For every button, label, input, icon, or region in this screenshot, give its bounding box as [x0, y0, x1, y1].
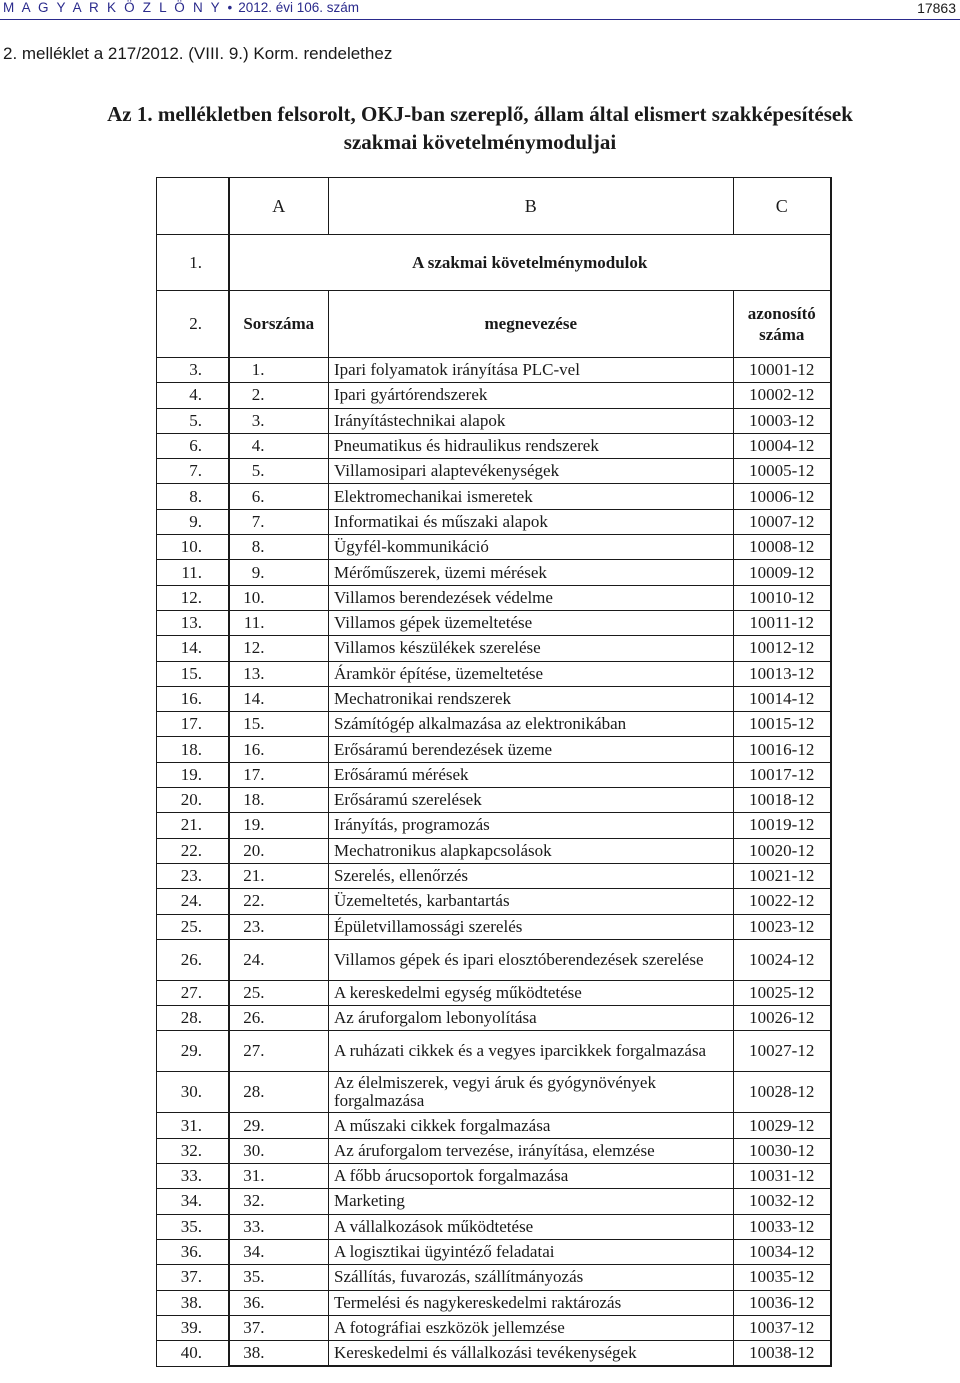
module-serial: 26.: [229, 1006, 329, 1031]
module-id: 10027-12: [733, 1031, 831, 1072]
module-serial: 11.: [229, 610, 329, 635]
module-serial: 17.: [229, 762, 329, 787]
module-serial: 29.: [229, 1113, 329, 1138]
row-number: 28.: [157, 1006, 229, 1031]
module-id: 10030-12: [733, 1138, 831, 1163]
table-row: [157, 889, 832, 914]
table-row: [157, 1290, 832, 1315]
table-row: [157, 433, 832, 458]
module-serial: 4.: [229, 433, 329, 458]
table-row: [157, 509, 832, 534]
table-row: [157, 686, 832, 711]
table-row: [157, 535, 832, 560]
module-name: Irányítástechnikai alapok: [329, 408, 734, 433]
table-row: [157, 863, 832, 888]
module-id: 10032-12: [733, 1189, 831, 1214]
group-header-row: [157, 235, 832, 291]
module-id: 10023-12: [733, 914, 831, 939]
row-number: 18.: [157, 737, 229, 762]
module-id: 10007-12: [733, 509, 831, 534]
table-row: [157, 1315, 832, 1340]
row-number: 8.: [157, 484, 229, 509]
module-name: Szerelés, ellenőrzés: [329, 863, 734, 888]
module-serial: 14.: [229, 686, 329, 711]
table-row: [157, 1164, 832, 1189]
module-name: Számítógép alkalmazása az elektronikában: [329, 712, 734, 737]
module-id: 10020-12: [733, 838, 831, 863]
row-number: 30.: [157, 1072, 229, 1113]
module-serial: 21.: [229, 863, 329, 888]
module-id: 10037-12: [733, 1315, 831, 1340]
module-name: A kereskedelmi egység működtetése: [329, 980, 734, 1005]
module-serial: 33.: [229, 1214, 329, 1239]
row-number: 16.: [157, 686, 229, 711]
module-id: 10005-12: [733, 459, 831, 484]
header-azonosito-line2: száma: [759, 325, 805, 344]
table-row: [157, 914, 832, 939]
row-number: 21.: [157, 813, 229, 838]
column-letter-b: B: [329, 178, 734, 235]
module-serial: 38.: [229, 1341, 329, 1367]
column-header-row: [157, 291, 832, 358]
table-row: [157, 358, 832, 383]
module-serial: 1.: [229, 358, 329, 383]
row-number: 2.: [157, 291, 229, 358]
module-serial: 23.: [229, 914, 329, 939]
table-row: [157, 1113, 832, 1138]
module-name: Marketing: [329, 1189, 734, 1214]
module-name: Termelési és nagykereskedelmi raktározás: [329, 1290, 734, 1315]
table-row: [157, 560, 832, 585]
module-id: 10029-12: [733, 1113, 831, 1138]
module-name: Pneumatikus és hidraulikus rendszerek: [329, 433, 734, 458]
module-id: 10010-12: [733, 585, 831, 610]
module-name: Villamos gépek üzemeltetése: [329, 610, 734, 635]
table-row: [157, 813, 832, 838]
module-serial: 25.: [229, 980, 329, 1005]
module-serial: 28.: [229, 1072, 329, 1113]
module-name: A fotográfiai eszközök jellemzése: [329, 1315, 734, 1340]
table-row: [157, 610, 832, 635]
module-id: 10013-12: [733, 661, 831, 686]
row-number: 33.: [157, 1164, 229, 1189]
row-number: 1.: [157, 235, 229, 291]
table-row: [157, 459, 832, 484]
header-megnevezese: megnevezése: [329, 291, 734, 358]
row-number: 24.: [157, 889, 229, 914]
module-name: Ipari folyamatok irányítása PLC-vel: [329, 358, 734, 383]
module-serial: 16.: [229, 737, 329, 762]
module-id: 10021-12: [733, 863, 831, 888]
module-name: A műszaki cikkek forgalmazása: [329, 1113, 734, 1138]
module-id: 10028-12: [733, 1072, 831, 1113]
module-name: Áramkör építése, üzemeltetése: [329, 661, 734, 686]
module-serial: 7.: [229, 509, 329, 534]
module-serial: 22.: [229, 889, 329, 914]
module-serial: 35.: [229, 1265, 329, 1290]
row-number: 10.: [157, 535, 229, 560]
separator-bullet: •: [227, 0, 233, 15]
module-serial: 10.: [229, 585, 329, 610]
corner-cell: [157, 178, 229, 235]
module-name: Irányítás, programozás: [329, 813, 734, 838]
row-number: 32.: [157, 1138, 229, 1163]
table-row: [157, 1138, 832, 1163]
module-serial: 6.: [229, 484, 329, 509]
module-name: A logisztikai ügyintéző feladatai: [329, 1239, 734, 1264]
module-id: 10003-12: [733, 408, 831, 433]
module-serial: 9.: [229, 560, 329, 585]
module-id: 10036-12: [733, 1290, 831, 1315]
table-row: [157, 636, 832, 661]
module-id: 10015-12: [733, 712, 831, 737]
module-id: 10034-12: [733, 1239, 831, 1264]
module-name: Erősáramú szerelések: [329, 788, 734, 813]
title-line-2: szakmai követelménymoduljai: [343, 130, 617, 154]
header-sorszama: Sorszáma: [229, 291, 329, 358]
module-name: Erősáramú berendezések üzeme: [329, 737, 734, 762]
module-id: 10011-12: [733, 610, 831, 635]
module-id: 10038-12: [733, 1341, 831, 1367]
table-row: [157, 585, 832, 610]
table-row: [157, 838, 832, 863]
table-row: [157, 1239, 832, 1264]
module-name: A vállalkozások működtetése: [329, 1214, 734, 1239]
row-number: 26.: [157, 939, 229, 980]
module-id: 10017-12: [733, 762, 831, 787]
row-number: 7.: [157, 459, 229, 484]
module-name: Mérőműszerek, üzemi mérések: [329, 560, 734, 585]
module-name: Villamos készülékek szerelése: [329, 636, 734, 661]
module-id: 10018-12: [733, 788, 831, 813]
module-id: 10004-12: [733, 433, 831, 458]
module-serial: 15.: [229, 712, 329, 737]
module-name: Villamos gépek és ipari elosztóberendezések szerelése: [329, 939, 734, 980]
row-number: 11.: [157, 560, 229, 585]
row-number: 31.: [157, 1113, 229, 1138]
module-id: 10019-12: [733, 813, 831, 838]
page-number: 17863: [917, 0, 956, 16]
journal-name: M A G Y A R K Ö Z L Ö N Y: [3, 0, 222, 15]
module-serial: 31.: [229, 1164, 329, 1189]
table-row: [157, 383, 832, 408]
table-row: [157, 1031, 832, 1072]
annex-reference: 2. melléklet a 217/2012. (VIII. 9.) Korm. rendelethez: [3, 44, 393, 63]
module-serial: 36.: [229, 1290, 329, 1315]
module-name: Mechatronikus alapkapcsolások: [329, 838, 734, 863]
column-letter-c: C: [733, 178, 831, 235]
row-number: 40.: [157, 1341, 229, 1367]
module-serial: 30.: [229, 1138, 329, 1163]
row-number: 6.: [157, 433, 229, 458]
modules-table: [156, 177, 832, 1367]
module-name: A ruházati cikkek és a vegyes iparcikkek forgalmazása: [329, 1031, 734, 1072]
column-letter-a: A: [229, 178, 329, 235]
module-name: Villamosipari alaptevékenységek: [329, 459, 734, 484]
row-number: 39.: [157, 1315, 229, 1340]
module-serial: 37.: [229, 1315, 329, 1340]
table-row: [157, 484, 832, 509]
module-serial: 20.: [229, 838, 329, 863]
module-id: 10008-12: [733, 535, 831, 560]
row-number: 13.: [157, 610, 229, 635]
module-id: 10033-12: [733, 1214, 831, 1239]
row-number: 14.: [157, 636, 229, 661]
table-row: [157, 737, 832, 762]
module-serial: 13.: [229, 661, 329, 686]
module-serial: 12.: [229, 636, 329, 661]
module-name: Informatikai és műszaki alapok: [329, 509, 734, 534]
row-number: 12.: [157, 585, 229, 610]
module-name: Mechatronikai rendszerek: [329, 686, 734, 711]
module-name: Az áruforgalom lebonyolítása: [329, 1006, 734, 1031]
table-row: [157, 1072, 832, 1113]
column-letters-row: [157, 178, 832, 235]
row-number: 22.: [157, 838, 229, 863]
module-id: 10016-12: [733, 737, 831, 762]
module-serial: 24.: [229, 939, 329, 980]
module-serial: 27.: [229, 1031, 329, 1072]
module-name: Erősáramú mérések: [329, 762, 734, 787]
row-number: 38.: [157, 1290, 229, 1315]
module-id: 10012-12: [733, 636, 831, 661]
module-name: Épületvillamossági szerelés: [329, 914, 734, 939]
row-number: 27.: [157, 980, 229, 1005]
row-number: 20.: [157, 788, 229, 813]
row-number: 36.: [157, 1239, 229, 1264]
table-row: [157, 939, 832, 980]
table-row: [157, 788, 832, 813]
row-number: 29.: [157, 1031, 229, 1072]
table-row: [157, 661, 832, 686]
table-row: [157, 1006, 832, 1031]
table-row: [157, 1189, 832, 1214]
table-row: [157, 980, 832, 1005]
header-azonosito: [733, 291, 831, 358]
table-row: [157, 712, 832, 737]
module-serial: 18.: [229, 788, 329, 813]
module-name: Üzemeltetés, karbantartás: [329, 889, 734, 914]
module-serial: 19.: [229, 813, 329, 838]
document-title: [40, 100, 920, 156]
module-name: Az élelmiszerek, vegyi áruk és gyógynövények forgalmazása: [329, 1072, 734, 1113]
journal-issue-line: [3, 0, 359, 15]
module-name: Ügyfél-kommunikáció: [329, 535, 734, 560]
module-name: Villamos berendezések védelme: [329, 585, 734, 610]
module-name: Elektromechanikai ismeretek: [329, 484, 734, 509]
module-id: 10009-12: [733, 560, 831, 585]
module-id: 10001-12: [733, 358, 831, 383]
module-id: 10022-12: [733, 889, 831, 914]
module-id: 10002-12: [733, 383, 831, 408]
module-name: Az áruforgalom tervezése, irányítása, elemzése: [329, 1138, 734, 1163]
module-name: Kereskedelmi és vállalkozási tevékenységek: [329, 1341, 734, 1367]
module-id: 10031-12: [733, 1164, 831, 1189]
module-serial: 3.: [229, 408, 329, 433]
module-serial: 2.: [229, 383, 329, 408]
row-number: 3.: [157, 358, 229, 383]
module-id: 10035-12: [733, 1265, 831, 1290]
module-name: Ipari gyártórendszerek: [329, 383, 734, 408]
group-header-label: A szakmai követelménymodulok: [229, 235, 832, 291]
module-serial: 8.: [229, 535, 329, 560]
header-azonosito-line1: azonosító: [747, 304, 816, 323]
issue-label: 2012. évi 106. szám: [238, 0, 360, 15]
row-number: 17.: [157, 712, 229, 737]
row-number: 19.: [157, 762, 229, 787]
module-id: 10014-12: [733, 686, 831, 711]
table-row: [157, 1214, 832, 1239]
row-number: 25.: [157, 914, 229, 939]
module-id: 10006-12: [733, 484, 831, 509]
title-line-1: Az 1. mellékletben felsorolt, OKJ-ban szereplő, állam által elismert szakképesítések: [107, 102, 853, 126]
row-number: 34.: [157, 1189, 229, 1214]
row-number: 15.: [157, 661, 229, 686]
module-serial: 34.: [229, 1239, 329, 1264]
module-serial: 32.: [229, 1189, 329, 1214]
header-divider: [0, 19, 960, 20]
module-serial: 5.: [229, 459, 329, 484]
table-row: [157, 1341, 832, 1367]
module-id: 10026-12: [733, 1006, 831, 1031]
row-number: 35.: [157, 1214, 229, 1239]
module-id: 10024-12: [733, 939, 831, 980]
table-row: [157, 1265, 832, 1290]
module-name: A főbb árucsoportok forgalmazása: [329, 1164, 734, 1189]
row-number: 4.: [157, 383, 229, 408]
module-name: Szállítás, fuvarozás, szállítmányozás: [329, 1265, 734, 1290]
row-number: 5.: [157, 408, 229, 433]
row-number: 37.: [157, 1265, 229, 1290]
row-number: 23.: [157, 863, 229, 888]
table-row: [157, 408, 832, 433]
table-row: [157, 762, 832, 787]
module-id: 10025-12: [733, 980, 831, 1005]
row-number: 9.: [157, 509, 229, 534]
